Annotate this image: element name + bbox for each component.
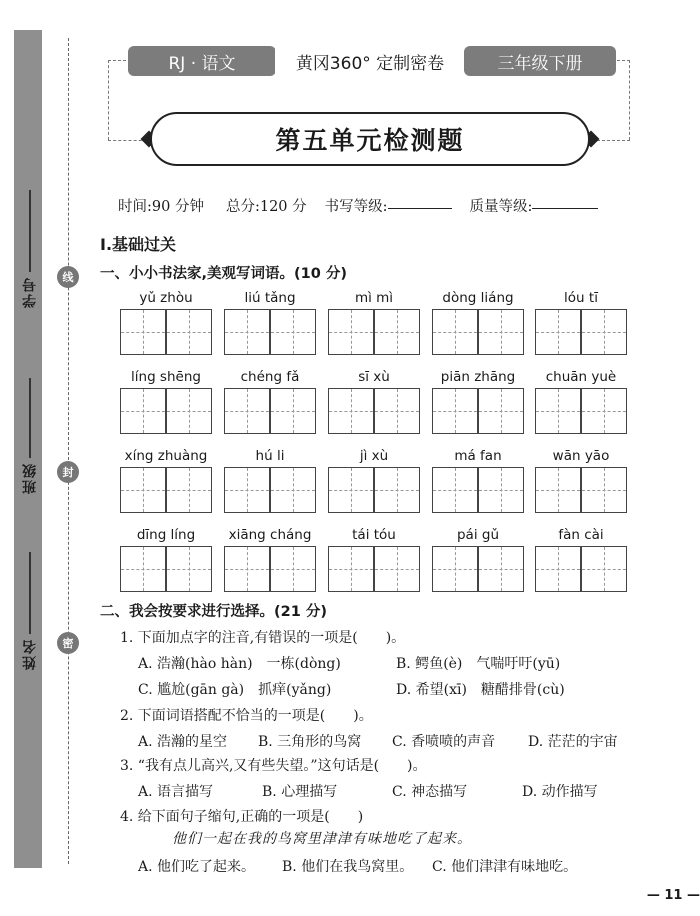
q2-4-option-b[interactable]: B. 他们在我鸟窝里。 [282,859,414,875]
pinyin-prompt: pái gǔ [456,527,499,543]
q2-2-option-c[interactable]: C. 香喷喷的声音 [392,734,496,750]
pinyin-prompt: chéng fǎ [240,369,300,385]
q2-3-stem: 3. “我有点儿高兴,又有些失望。”这句话是( )。 [120,758,427,774]
exam-info [118,195,598,216]
subject-badge: RJ · 语文 [128,46,276,76]
name-label: 姓名 [22,638,38,670]
q2-1-option-c[interactable]: C. 尴尬(gān gà) 抓痒(yǎng) [138,682,332,698]
writing-box[interactable] [478,388,524,434]
q2-4-sentence: 他们一起在我的鸟窝里津津有味地吃了起来。 [172,831,472,847]
writing-box[interactable] [535,546,581,592]
writing-box[interactable] [478,467,524,513]
writing-grade-label: 书写等级: [324,199,388,215]
q2-1-option-d[interactable]: D. 希望(xī) 糖醋排骨(cù) [396,682,565,698]
writing-box[interactable] [432,309,478,355]
pinyin-prompt: líng shēng [131,369,201,385]
writing-box[interactable] [535,388,581,434]
writing-box[interactable] [166,467,212,513]
pinyin-prompt: xiāng cháng [228,527,312,543]
pinyin-prompt: chuān yuè [545,369,617,385]
pinyin-prompt: xíng zhuàng [124,448,208,464]
pinyin-row [100,448,680,468]
writing-box[interactable] [270,467,316,513]
pinyin-prompt: lóu tī [564,290,598,306]
student-id-line [29,190,31,272]
writing-box[interactable] [478,546,524,592]
student-id-field[interactable] [18,190,42,308]
class-label: 班级 [22,462,38,494]
q2-heading: 二、我会按要求进行选择。(21 分) [100,604,327,620]
q2-2-option-d[interactable]: D. 茫茫的宇宙 [528,734,618,750]
writing-box[interactable] [581,309,627,355]
name-line [29,552,31,634]
writing-box[interactable] [328,388,374,434]
class-line [29,378,31,458]
writing-box[interactable] [270,309,316,355]
writing-box[interactable] [166,309,212,355]
student-id-label: 学号 [22,276,38,308]
section-heading: Ⅰ.基础过关 [100,235,177,254]
binding-mark-mi: 密 [57,632,79,654]
writing-box[interactable] [120,467,166,513]
q2-3-option-a[interactable]: A. 语言描写 [138,784,214,800]
quality-grade-blank[interactable] [532,195,598,209]
q2-3-option-d[interactable]: D. 动作描写 [522,784,598,800]
writing-box[interactable] [535,309,581,355]
writing-box[interactable] [432,467,478,513]
writing-box[interactable] [166,546,212,592]
writing-box[interactable] [224,309,270,355]
q2-2-stem: 2. 下面词语搭配不恰当的一项是( )。 [120,708,373,724]
pinyin-prompt: má fan [454,448,502,464]
exam-title: 第五单元检测题 [150,112,590,166]
writing-box[interactable] [224,467,270,513]
pinyin-prompt: sī xù [358,369,390,385]
exam-score: 总分:120 分 [225,199,307,215]
q2-2-option-b[interactable]: B. 三角形的鸟窝 [258,734,362,750]
pinyin-prompt: liú tǎng [244,290,296,306]
writing-box[interactable] [120,309,166,355]
q2-1-option-b[interactable]: B. 鳄鱼(è) 气喘吁吁(yū) [396,656,561,672]
pinyin-row [100,290,680,310]
writing-box[interactable] [581,467,627,513]
pinyin-prompt: fàn cài [558,527,604,543]
pinyin-prompt: wān yāo [552,448,610,464]
writing-box[interactable] [224,388,270,434]
writing-box[interactable] [166,388,212,434]
binding-mark-xian: 线 [57,266,79,288]
pinyin-prompt: piān zhāng [440,369,516,385]
pinyin-prompt: dòng liáng [442,290,514,306]
writing-box[interactable] [581,546,627,592]
writing-box[interactable] [374,309,420,355]
writing-box[interactable] [328,546,374,592]
q1-heading: 一、小小书法家,美观写词语。(10 分) [100,266,347,282]
pinyin-prompt: jì xù [359,448,389,464]
binding-dash-line [68,38,69,864]
q2-4-option-a[interactable]: A. 他们吃了起来。 [138,859,256,875]
pinyin-prompt: mì mì [354,290,394,306]
binding-mark-feng: 封 [57,461,79,483]
name-field[interactable] [18,552,42,670]
q2-3-option-c[interactable]: C. 神态描写 [392,784,468,800]
class-field[interactable] [18,378,42,494]
writing-box[interactable] [478,309,524,355]
pinyin-row [100,527,680,547]
writing-box[interactable] [581,388,627,434]
writing-box[interactable] [120,546,166,592]
pinyin-prompt: hú li [255,448,285,464]
q2-4-stem: 4. 给下面句子缩句,正确的一项是( ) [120,809,364,825]
writing-box[interactable] [535,467,581,513]
writing-box[interactable] [432,388,478,434]
writing-box[interactable] [120,388,166,434]
writing-grade-blank[interactable] [388,195,452,209]
pinyin-row [100,369,680,389]
writing-box[interactable] [374,467,420,513]
writing-box[interactable] [270,388,316,434]
q2-1-stem: 1. 下面加点字的注音,有错误的一项是( )。 [120,630,406,646]
q2-4-option-c[interactable]: C. 他们津津有味地吃。 [432,859,578,875]
page-number: — 11 — [646,888,700,903]
writing-box[interactable] [374,546,420,592]
pinyin-prompt: yǔ zhòu [139,290,193,306]
writing-box[interactable] [328,467,374,513]
writing-box[interactable] [374,388,420,434]
quality-grade-label: 质量等级: [469,199,533,215]
writing-box[interactable] [270,546,316,592]
q2-1-option-a[interactable]: A. 浩瀚(hào hàn) 一栋(dòng) [138,656,341,672]
writing-box[interactable] [328,309,374,355]
writing-box[interactable] [224,546,270,592]
series-title: 黄冈360° 定制密卷 [275,46,465,76]
q2-2-option-a[interactable]: A. 浩瀚的星空 [138,734,228,750]
exam-time: 时间:90 分钟 [118,199,204,215]
pinyin-prompt: dīng líng [136,527,196,543]
writing-box[interactable] [432,546,478,592]
pinyin-prompt: tái tóu [352,527,396,543]
grade-badge: 三年级下册 [464,46,616,76]
q2-3-option-b[interactable]: B. 心理描写 [262,784,338,800]
